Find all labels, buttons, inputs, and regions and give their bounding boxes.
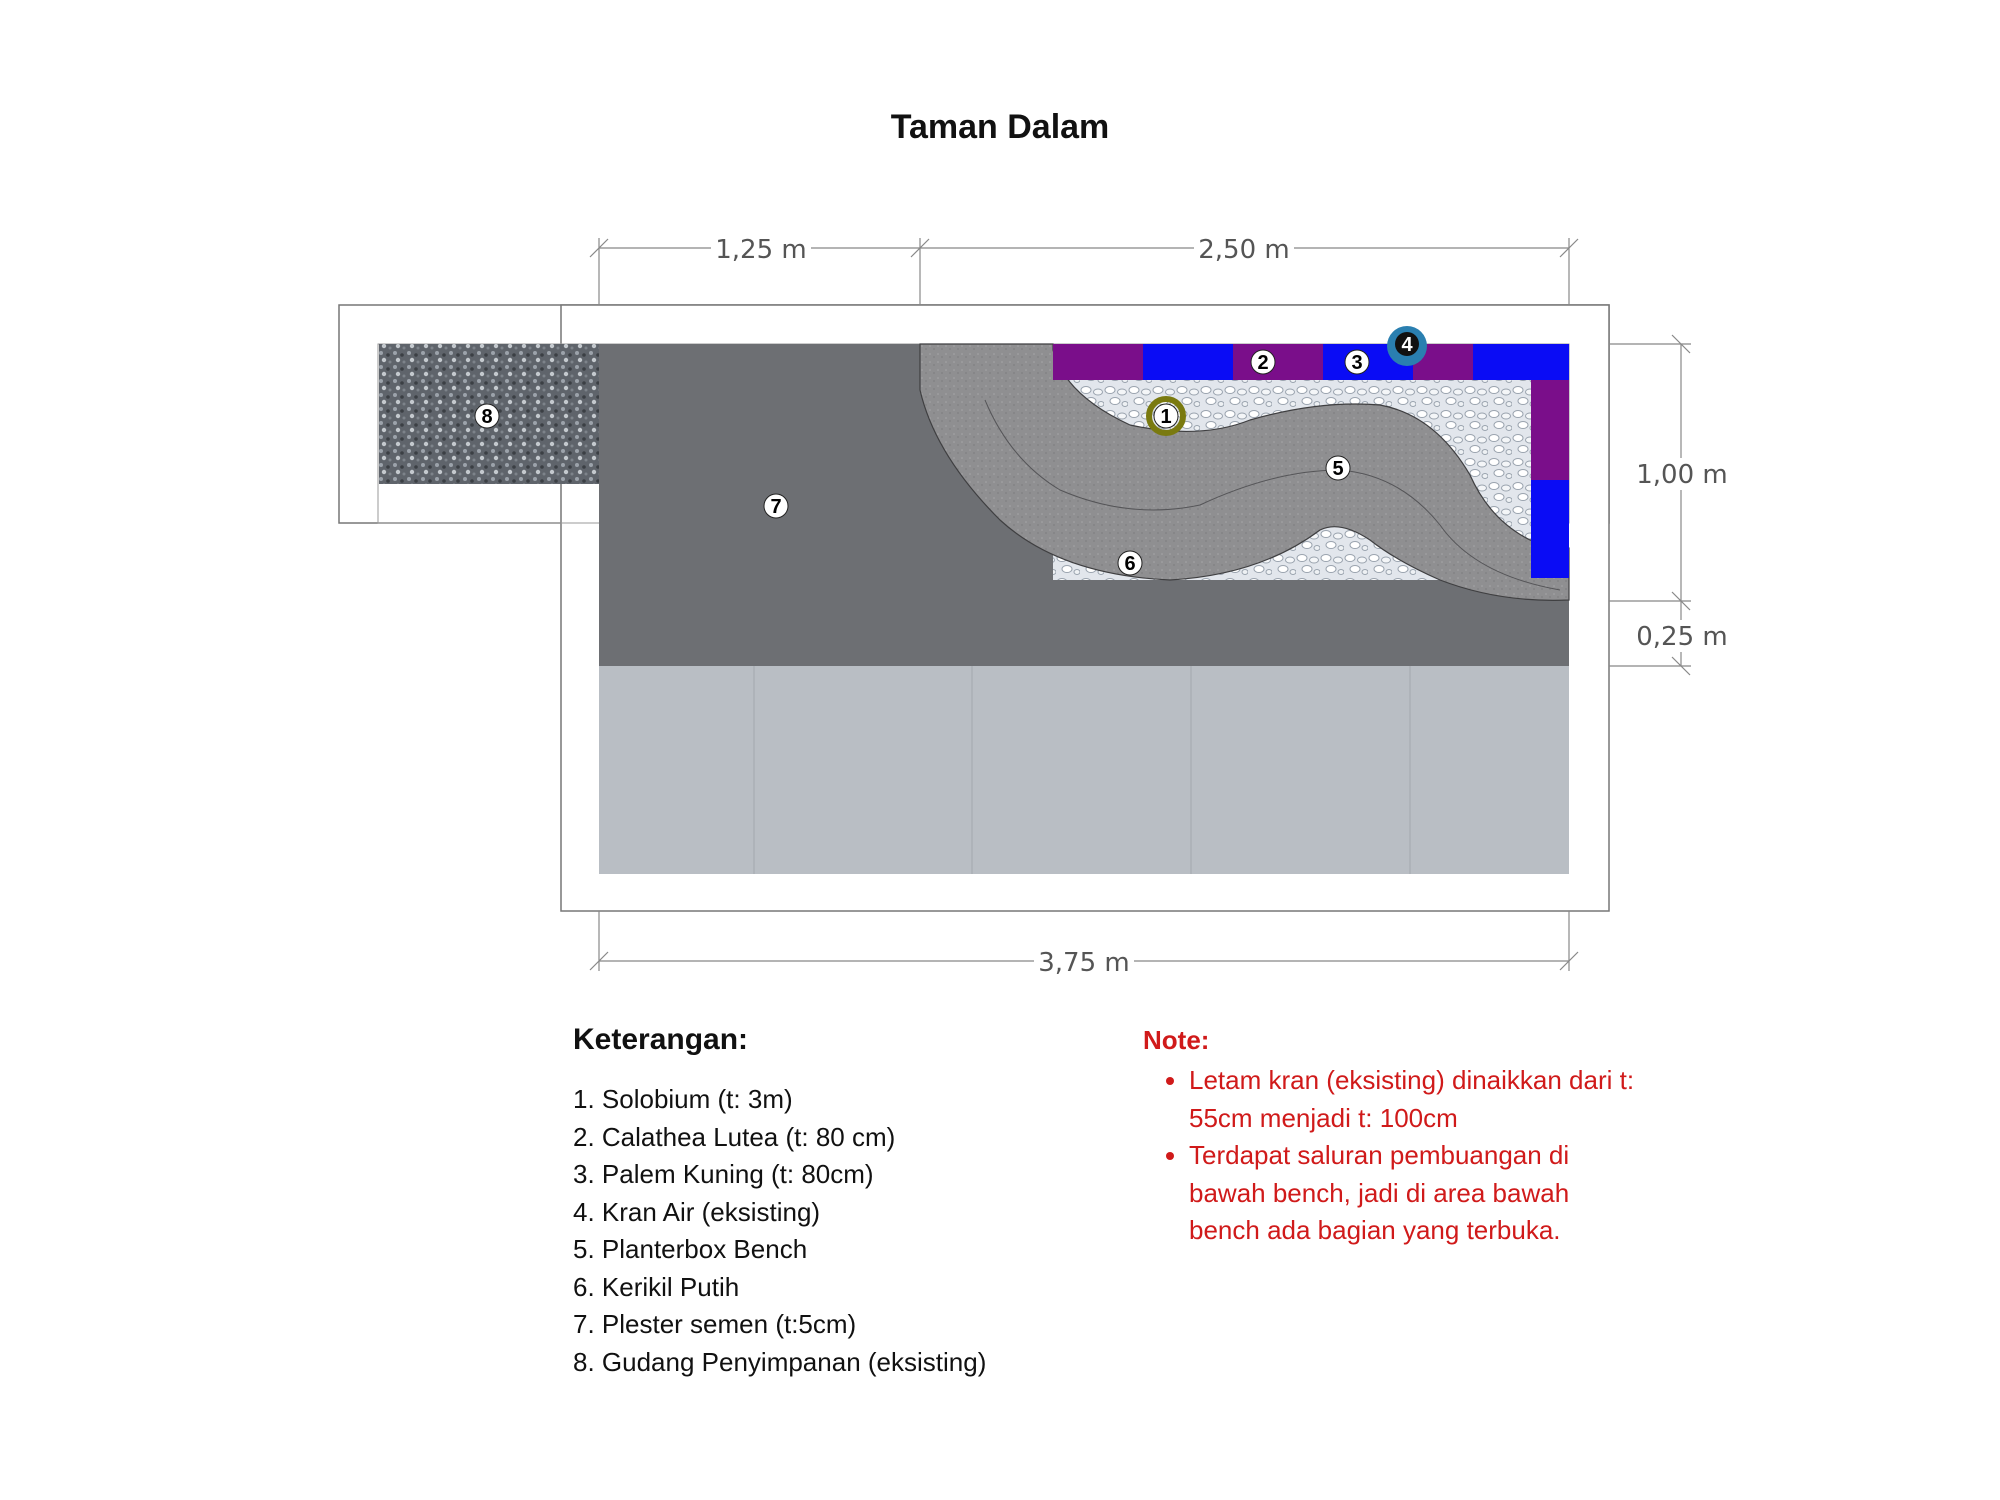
note [1143, 1025, 1643, 1250]
marker-calathea [1251, 350, 1275, 374]
legend-item: 2. Calathea Lutea (t: 80 cm) [573, 1121, 896, 1152]
page-title: Taman Dalam [890, 108, 1110, 146]
dim-label-bottom: 3,75 m [1038, 948, 1130, 978]
legend-item: 3. Palem Kuning (t: 80cm) [573, 1159, 874, 1189]
svg-text:3: 3 [1351, 352, 1363, 374]
legend-item: 8. Gudang Penyimpanan (eksisting) [573, 1346, 987, 1377]
marker-palem [1345, 350, 1369, 374]
note-item: • Terdapat saluran pembuangan di bawah bench, jadi di area bawah bench ada bagian yang terbuka. [1189, 1137, 1643, 1250]
svg-text:4: 4 [1401, 334, 1413, 356]
marker-bench [1326, 456, 1350, 480]
legend-item: 1. Solobium (t: 3m) [573, 1084, 793, 1114]
legend-list [573, 1081, 1133, 1381]
legend-item: 7. Plester semen (t:5cm) [573, 1309, 857, 1339]
legend-item: 5. Planterbox Bench [573, 1234, 808, 1264]
dim-label-top-right: 2,50 m [1198, 235, 1290, 265]
marker-kran [1387, 326, 1427, 366]
legend-item: 4. Kran Air (eksisting) [573, 1196, 821, 1227]
marker-plaster [764, 494, 788, 518]
marker-storage [475, 404, 499, 428]
dim-label-right-lower: 0,25 m [1636, 622, 1728, 652]
svg-text:7: 7 [770, 496, 782, 518]
note-list [1143, 1062, 1643, 1250]
dim-label-right-upper: 1,00 m [1636, 460, 1728, 490]
legend-item: 6. Kerikil Putih [573, 1271, 740, 1302]
svg-text:8: 8 [481, 406, 493, 428]
note-item: • Letam kran (eksisting) dinaikkan dari t: 55cm menjadi t: 100cm [1189, 1062, 1643, 1137]
marker-gravel [1118, 551, 1142, 575]
floor-tiles [599, 666, 1569, 874]
svg-text:1: 1 [1160, 406, 1172, 428]
svg-text:5: 5 [1332, 458, 1344, 480]
marker-solobium [1149, 399, 1183, 433]
note-title: Note: [1143, 1025, 1210, 1055]
legend-title: Keterangan: [573, 1023, 749, 1056]
dim-label-top-left: 1,25 m [715, 235, 807, 265]
legend [573, 1023, 1133, 1381]
svg-text:6: 6 [1124, 553, 1136, 575]
svg-text:2: 2 [1257, 352, 1269, 374]
